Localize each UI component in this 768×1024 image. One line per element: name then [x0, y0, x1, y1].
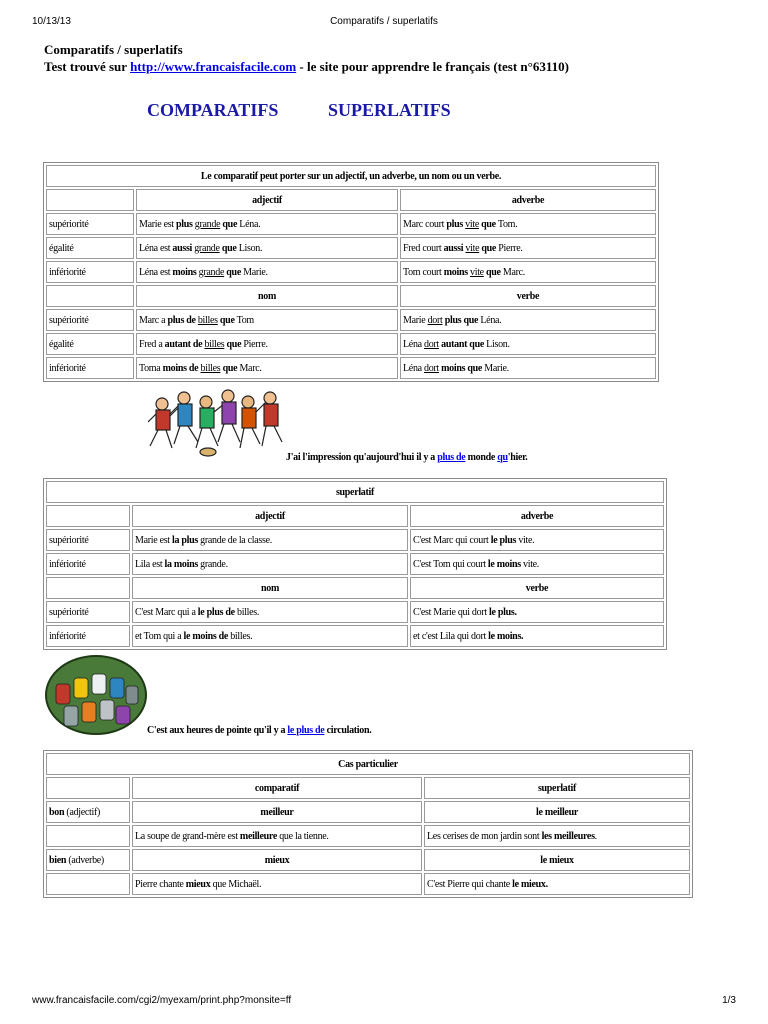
row-label: supériorité [46, 309, 134, 331]
empty-cell [46, 825, 130, 847]
row-label: infériorité [46, 553, 130, 575]
header-adjectif: adjectif [136, 189, 398, 211]
example-cell: Fred court aussi vite que Pierre. [400, 237, 656, 259]
table-row [46, 213, 656, 235]
example-cell: Marc a plus de billes que Tom [136, 309, 398, 331]
table-row [46, 849, 690, 871]
example-cell: Toma moins de billes que Marc. [136, 357, 398, 379]
header-verbe: verbe [410, 577, 664, 599]
row-label: infériorité [46, 261, 134, 283]
empty-cell [46, 285, 134, 307]
source-prefix: Test trouvé sur [44, 59, 131, 74]
page-number: 1/3 [722, 995, 736, 1006]
empty-cell [46, 873, 130, 895]
title-comparatifs: COMPARATIFS [147, 100, 279, 120]
table-row [46, 357, 656, 379]
title-superlatifs: SUPERLATIFS [328, 100, 451, 120]
example-cell: C'est Pierre qui chante le mieux. [424, 873, 690, 895]
example-cell: C'est Tom qui court le moins vite. [410, 553, 664, 575]
example-cell: Lila est la moins grande. [132, 553, 408, 575]
row-label: supériorité [46, 213, 134, 235]
example-cell: Léna dort moins que Marie. [400, 357, 656, 379]
empty-cell [46, 189, 134, 211]
example-cell: Marie est la plus grande de la classe. [132, 529, 408, 551]
header-nom: nom [132, 577, 408, 599]
row-label: supériorité [46, 529, 130, 551]
example-cell: et Tom qui a le moins de billes. [132, 625, 408, 647]
table-row [46, 601, 664, 623]
header-nom: nom [136, 285, 398, 307]
table-row [46, 625, 664, 647]
empty-cell [46, 505, 130, 527]
example-cell: Marc court plus vite que Tom. [400, 213, 656, 235]
example-cell: C'est Marie qui dort le plus. [410, 601, 664, 623]
example-cell: Marie est plus grande que Léna. [136, 213, 398, 235]
link-le-plus-de[interactable]: le plus de [287, 725, 325, 736]
header-adverbe: adverbe [400, 189, 656, 211]
print-header [0, 16, 768, 30]
header-verbe: verbe [400, 285, 656, 307]
link-plus-de[interactable]: plus de [437, 452, 466, 463]
source-suffix: - le site pour apprendre le français (test n°63110) [296, 59, 569, 74]
example-cell: La soupe de grand-mère est meilleure que la tienne. [132, 825, 422, 847]
table-row [46, 309, 656, 331]
source-line [44, 58, 569, 75]
empty-cell [46, 777, 130, 799]
example-cell: Les cerises de mon jardin sont les meilleures. [424, 825, 690, 847]
example-cell: Léna dort autant que Lison. [400, 333, 656, 355]
form-le-mieux: le mieux [424, 849, 690, 871]
table-row [46, 873, 690, 895]
superlatif-caption: superlatif [46, 481, 664, 503]
example-cell: et c'est Lila qui dort le moins. [410, 625, 664, 647]
row-label: égalité [46, 333, 134, 355]
row-label: supériorité [46, 601, 130, 623]
comparatif-table [43, 162, 659, 382]
link-qu[interactable]: qu [497, 452, 508, 463]
cas-particulier-caption: Cas particulier [46, 753, 690, 775]
source-link[interactable]: http://www.francaisfacile.com [130, 59, 297, 74]
example-cell: Pierre chante mieux que Michaël. [132, 873, 422, 895]
form-mieux: mieux [132, 849, 422, 871]
print-date: 10/13/13 [32, 16, 71, 27]
example-cell: C'est Marc qui court le plus vite. [410, 529, 664, 551]
traffic-caption: C'est aux heures de pointe qu'il y a le plus de circulation. [147, 725, 372, 736]
table-row [46, 237, 656, 259]
row-label-bien: bien (adverbe) [46, 849, 130, 871]
empty-cell [46, 577, 130, 599]
form-meilleur: meilleur [132, 801, 422, 823]
table-row [46, 553, 664, 575]
example-cell: C'est Marc qui a le plus de billes. [132, 601, 408, 623]
example-cell: Léna est moins grande que Marie. [136, 261, 398, 283]
example-cell: Marie dort plus que Léna. [400, 309, 656, 331]
form-le-meilleur: le meilleur [424, 801, 690, 823]
row-label-bon: bon (adjectif) [46, 801, 130, 823]
table-row [46, 825, 690, 847]
table-row [46, 261, 656, 283]
footer-url: www.francaisfacile.com/cgi2/myexam/print.php?monsite=ff [32, 995, 292, 1006]
document-title: Comparatifs / superlatifs [44, 42, 183, 57]
header-superlatif: superlatif [424, 777, 690, 799]
table-row [46, 333, 656, 355]
table-row [46, 529, 664, 551]
example-cell: Léna est aussi grande que Lison. [136, 237, 398, 259]
header-adverbe: adverbe [410, 505, 664, 527]
example-cell: Fred a autant de billes que Pierre. [136, 333, 398, 355]
running-crowd-image [148, 382, 288, 462]
header-adjectif: adjectif [132, 505, 408, 527]
superlatif-table [43, 478, 667, 650]
traffic-jam-image [44, 654, 148, 736]
row-label: infériorité [46, 625, 130, 647]
row-label: égalité [46, 237, 134, 259]
crowd-caption: J'ai l'impression qu'aujourd'hui il y a plus de monde qu'hier. [286, 452, 528, 463]
cas-particulier-table [43, 750, 693, 898]
print-footer [0, 995, 768, 1009]
header-comparatif: comparatif [132, 777, 422, 799]
comparatif-caption: Le comparatif peut porter sur un adjectif, un adverbe, un nom ou un verbe. [46, 165, 656, 187]
print-title: Comparatifs / superlatifs [330, 16, 438, 27]
table-row [46, 801, 690, 823]
example-cell: Tom court moins vite que Marc. [400, 261, 656, 283]
row-label: infériorité [46, 357, 134, 379]
document-heading [44, 41, 569, 75]
